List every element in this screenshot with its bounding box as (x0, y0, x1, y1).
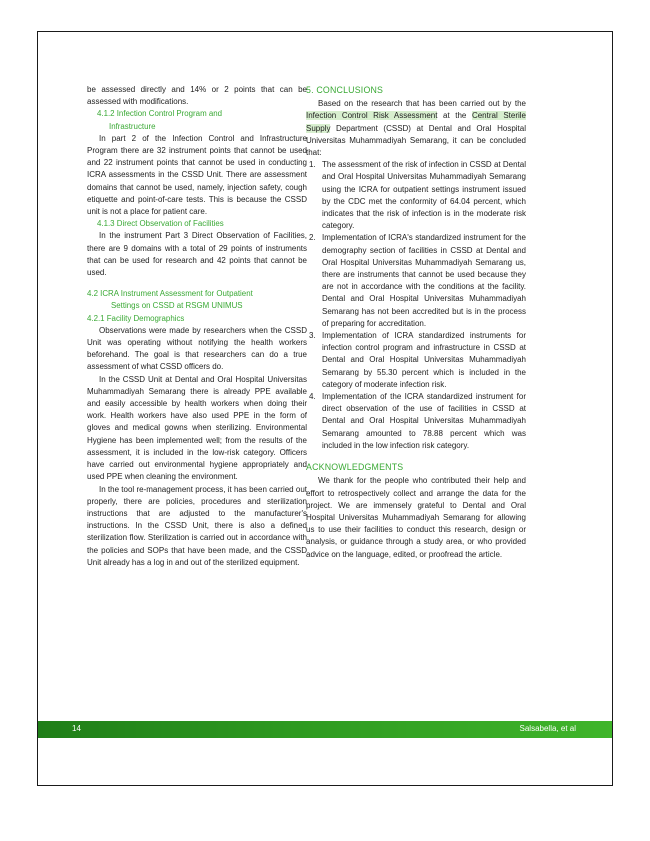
footer-bar (38, 721, 612, 738)
highlight-central-sterile-supply: Central Sterile Supply (306, 111, 526, 133)
list-item: 4. Implementation of the ICRA standardized instrument for direct observation of the use of facilities in CSSD at Dental and Oral Hospital Universitas Muhammadiyah Semarang amounted to 78.88 percent which was included in the low infection risk category. (309, 392, 526, 450)
right-column (306, 84, 526, 561)
paragraph-4-2-1-b: In the CSSD Unit at Dental and Oral Hospital Universitas Muhammadiyah Semarang there is already PPE available and easily accessible by health workers when doing their work. Health workers have also used PPE in the form of gloves and medical gowns when sterilizing. Environmental Hygiene has been implemented well; from the results of the assessment, it is included in the low-risk category. Officers have carried out environmental hygiene appropriately and used PPE when cleaning the environment. (87, 374, 307, 482)
list-item: 1. The assessment of the risk of infection in CSSD at Dental and Oral Hospital Universitas Muhammadiyah Semarang using the ICRA for outpatient settings instrument issued by the CDC met the conformity of 64.04 percent, which indicates that the risk of infection is in the moderate risk category. (309, 160, 526, 231)
paragraph-4-1-2: In part 2 of the Infection Control and Infrastructure Program there are 32 instrument points that cannot be used and 22 instrument points that cannot be used in conducting ICRA assessments in the CSSD Unit. There are assessment domains that cannot be used, namely, injection safety, cough etiquette and point-of-care tests. This is because the CSSD unit is not a place for patient care. (87, 133, 307, 217)
paragraph-4-2-1-a: Observations were made by researchers when the CSSD Unit was operating without notifying the health workers beforehand. The goal is that researchers can do a true assessment of what CSSD officers do. (87, 325, 307, 372)
highlight-icra: Infection Control Risk Assessment (306, 111, 438, 121)
list-item: 3. Implementation of ICRA standardized instruments for infection control program and infrastructure in CSSD at Dental and Oral Hospital Universitas Muhammadiyah Semarang by 55.30 percent which is included in the category of moderate infection risk. (309, 331, 526, 389)
conclusions-heading: 5. CONCLUSIONS (306, 85, 384, 95)
heading-4-1-2: 4.1.2 Infection Control Program and Infrastructure (97, 109, 223, 131)
page (37, 31, 613, 786)
page-number: 14 (72, 724, 81, 733)
heading-4-2-1: 4.2.1 Facility Demographics (87, 313, 185, 323)
heading-4-1-3: 4.1.3 Direct Observation of Facilities (97, 219, 224, 229)
running-author: Salsabella, et al (519, 724, 576, 733)
intro-paragraph: be assessed directly and 14% or 2 points that can be assessed with modifications. (87, 85, 307, 107)
heading-4-2: 4.2 ICRA Instrument Assessment for Outpatient Settings on CSSD at RSGM UNIMUS (87, 289, 253, 311)
conclusions-intro: Based on the research that has been carried out by the Infection Control Risk Assessment at the Central Sterile Supply Department (CSSD) at Dental and Oral Hospital Universitas Muhammadiyah Semarang, it can be concluded that: (306, 99, 526, 158)
conclusions-list (306, 159, 526, 452)
acknowledgments-heading: ACKNOWLEDGMENTS (306, 462, 404, 473)
left-column (87, 84, 307, 569)
paragraph-4-2-1-c: In the tool re-management process, it has been carried out properly, there are policies, procedures and sterilization instructions that are adjusted to the manufacturer's instructions. In the CSSD Unit, there is also a defined sterilization flow. Sterilization is carried out in accordance with the policies and SOPs that have been made, and the CSSD Unit already has a log in and out of the sterilized equipment. (87, 484, 307, 567)
list-item: 2. Implementation of ICRA's standardized instrument for the demography section of facilities in CSSD at Dental and Oral Hospital Universitas Muhammadiyah Semarang us, there are instruments that cannot be used because they are not in accordance with the conditions at the facility. Dental and Oral Hospital Universitas Muhammadiyah Semarang has not been accredited but is in the process of preparing for accreditation. (309, 233, 526, 328)
paragraph-4-1-3: In the instrument Part 3 Direct Observation of Facilities, there are 9 domains with a total of 29 points of instruments that can be used for research and 42 points that cannot be used. (87, 231, 307, 278)
acknowledgments-paragraph: We thank for the people who contributed their help and effort to retrospectively collect and arrange the data for the project. We are immensely grateful to Dental and Oral Hospital Universitas Muhammadiyah Semarang for allowing us to use their facilities to conduct this research, design or analysis, or guidance through a study area, or who provided advice on the language, edited, or proofread the article. (306, 476, 526, 559)
